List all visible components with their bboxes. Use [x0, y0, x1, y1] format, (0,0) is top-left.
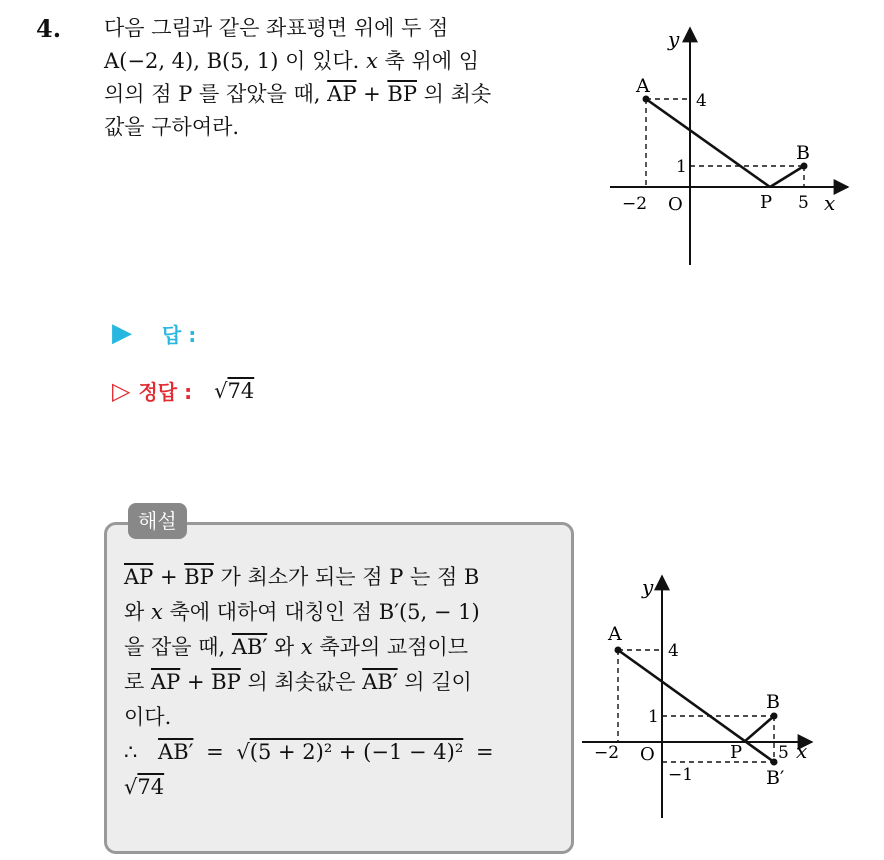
question-line-1: 다음 그림과 같은 좌표평면 위에 두 점: [104, 16, 449, 40]
label-p: P: [730, 742, 743, 763]
tick-y-1: 1: [648, 707, 659, 727]
explanation-line-4: 로 $\overline{AP} + \overline{BP}$ 의 최솟값은 AB′ 의 길이: [124, 670, 472, 694]
answer-label: 답 :: [162, 322, 197, 347]
segment-bp: [744, 716, 774, 742]
segment-ap: [646, 99, 770, 187]
question-number: 4.: [36, 14, 62, 43]
label-origin: O: [668, 194, 683, 215]
question-text: [104, 12, 586, 144]
solution-label: 정답 :: [138, 380, 193, 404]
explanation-line-6: ∴ AB′ = √(5 + 2)² + (−1 − 4)² =: [124, 740, 494, 764]
explanation-line-3: 을 잡을 때, AB′ 와 x 축과의 교점이므: [124, 635, 469, 659]
coordinate-figure-1: [600, 20, 860, 270]
label-b: B: [796, 142, 810, 164]
label-b: B: [766, 691, 780, 713]
point-b: [771, 713, 778, 720]
question-line-2: A(−2, 4), B(5, 1) 이 있다. x 축 위에 임: [104, 49, 480, 73]
label-origin: O: [640, 744, 655, 765]
tick-y-4: 4: [668, 641, 679, 661]
coordinate-figure-2: [580, 568, 840, 823]
play-icon: ▶: [112, 318, 132, 348]
question-line-4: 값을 구하여라.: [104, 115, 240, 139]
tick-x-neg2: −2: [594, 743, 620, 763]
explanation-line-2: 와 x 축에 대하여 대칭인 점 B′(5, − 1): [124, 600, 480, 624]
point-a: [615, 647, 622, 654]
explanation-line-5: 이다.: [124, 705, 172, 729]
outline-play-icon: ▷: [112, 376, 131, 405]
explanation-line-1: $\overline{AP} + \overline{BP}$ 가 최소가 되는 점 P 는 점 B: [124, 565, 480, 589]
y-axis-label: y: [642, 575, 654, 599]
tick-x-5: 5: [778, 743, 789, 763]
solution-row: [112, 376, 254, 405]
segment-bp: [770, 166, 804, 187]
answer-row: [112, 318, 196, 348]
explanation-text: [124, 560, 564, 805]
label-a: A: [608, 623, 622, 645]
x-axis-label: x: [824, 191, 836, 215]
tick-y-1: 1: [676, 157, 687, 177]
tick-y-4: 4: [696, 91, 707, 111]
tick-y-neg1: −1: [668, 765, 694, 785]
solution-value: √74: [214, 378, 255, 403]
x-axis-label: x: [796, 739, 808, 763]
question-line-3: 의의 점 P 를 잡았을 때, $\overline{AP} + \overline{BP}$ 의 최솟: [104, 82, 492, 106]
explanation-line-7: √74: [124, 775, 165, 799]
y-axis-label: y: [668, 27, 680, 51]
tick-x-neg2: −2: [622, 194, 648, 214]
label-b-prime: B′: [766, 767, 785, 789]
label-a: A: [636, 75, 650, 97]
point-b-prime: [771, 759, 778, 766]
tick-x-5: 5: [798, 193, 809, 213]
explanation-tag: 해설: [128, 503, 187, 539]
label-p: P: [760, 192, 773, 213]
